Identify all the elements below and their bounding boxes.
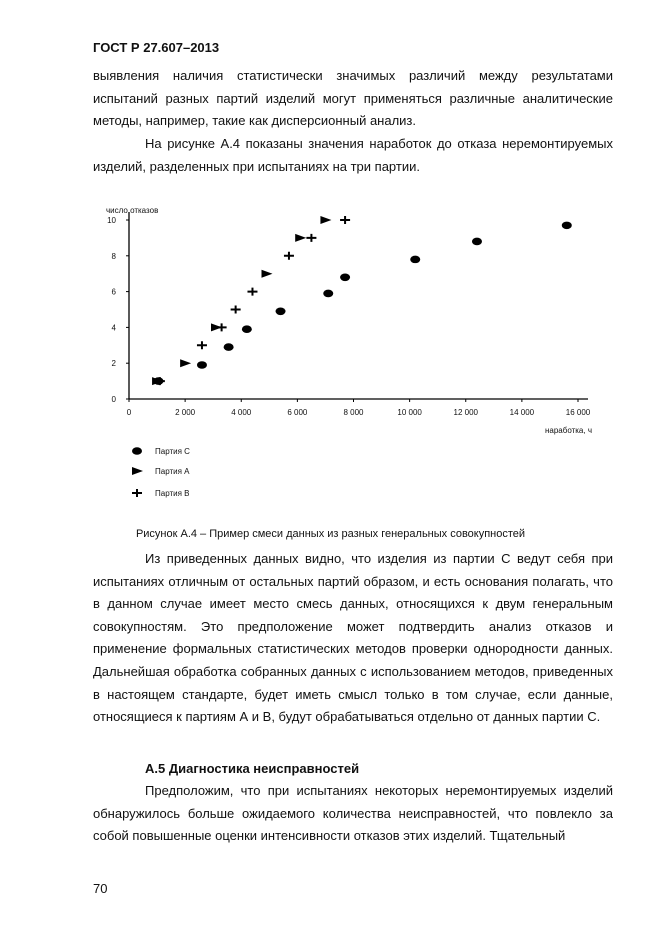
legend-label-series-c: Партия С (155, 447, 190, 456)
x-axis-title: наработка, ч (544, 426, 592, 435)
legend-marker-series-a (132, 467, 143, 475)
page-number: 70 (93, 881, 108, 896)
series-b-point (306, 234, 316, 242)
x-tick-label: 16 000 (565, 408, 591, 417)
series-b-point (231, 306, 241, 314)
legend-label-series-b: Партия В (155, 489, 190, 498)
y-tick-label: 0 (111, 395, 116, 404)
section-heading: А.5 Диагностика неисправностей (145, 761, 360, 776)
series-b-point (284, 252, 294, 260)
series-c-point (197, 361, 207, 369)
x-tick-label: 12 000 (453, 408, 478, 417)
y-axis-title: число отказов (106, 206, 159, 215)
figure-caption: Рисунок А.4 – Пример смеси данных из разных генеральных совокупностей (135, 528, 526, 540)
series-c-point (323, 290, 333, 298)
series-c-point (472, 238, 482, 246)
document-header: ГОСТ Р 27.607–2013 (93, 40, 220, 55)
series-a-point (320, 216, 331, 224)
series-c-point (242, 325, 252, 333)
series-c-point (276, 307, 286, 315)
y-tick-label: 2 (111, 359, 116, 369)
x-tick-label: 2 000 (175, 408, 196, 417)
series-c-point (340, 273, 350, 281)
legend-label-series-a: Партия А (155, 467, 190, 476)
y-tick-label: 10 (107, 216, 116, 225)
x-tick-label: 0 (126, 408, 132, 417)
series-a-point (262, 270, 273, 278)
series-b-point (247, 288, 257, 296)
y-tick-label: 8 (111, 251, 116, 261)
series-b-point (340, 216, 350, 224)
y-tick-label: 4 (111, 323, 116, 333)
y-tick-label: 6 (111, 287, 116, 297)
series-b-point (217, 323, 227, 331)
paragraph-3: Из приведенных данных видно, что изделия из партии С ведут себя при испытаниях отличным от остальных партий образом, и есть основания полагать, что в данном случае имеет место смесь данных, относящихся к двум генеральным совокупностям. Это предположение может подтвердить анализ отказов и применение формальных статистических методов проверки однородности данных. Дальнейшая обработка собранных данных с использованием методов, приведенных в настоящем стандарте, будет иметь смысл только в том случае, если данные, относящиеся к партиям А и В, будут обрабатываться отдельно от данных партии С. (93, 551, 613, 725)
x-tick-label: 8 000 (343, 408, 364, 417)
paragraph-1: выявления наличия статистически значимых различий между результатами испытаний разных партий изделий могут применяться различные аналитические методы, например, такие как дисперсионный анализ. (93, 68, 613, 129)
x-tick-label: 14 000 (509, 408, 535, 417)
series-a-point (295, 234, 306, 242)
x-tick-label: 4 000 (231, 408, 252, 417)
legend-marker-series-c (132, 447, 142, 455)
series-c-point (410, 256, 420, 264)
x-tick-label: 6 000 (287, 408, 308, 417)
series-a-point (180, 359, 191, 367)
series-c-point (562, 222, 572, 230)
x-tick-label: 10 000 (397, 408, 422, 417)
series-b-point (197, 341, 207, 349)
series-c-point (224, 343, 234, 351)
legend-marker-series-b (132, 489, 142, 497)
paragraph-4: Предположим, что при испытаниях некоторых неремонтируемых изделий обнаружилось больше ожидаемого количества неисправностей, что повлекло за собой повышенные оценки интенсивности отказов этих изделий. Тщательный (93, 783, 613, 844)
paragraph-2: На рисунке А.4 показаны значения наработок до отказа неремонтируемых изделий, разделенных при испытаниях на три партии. (93, 136, 613, 174)
